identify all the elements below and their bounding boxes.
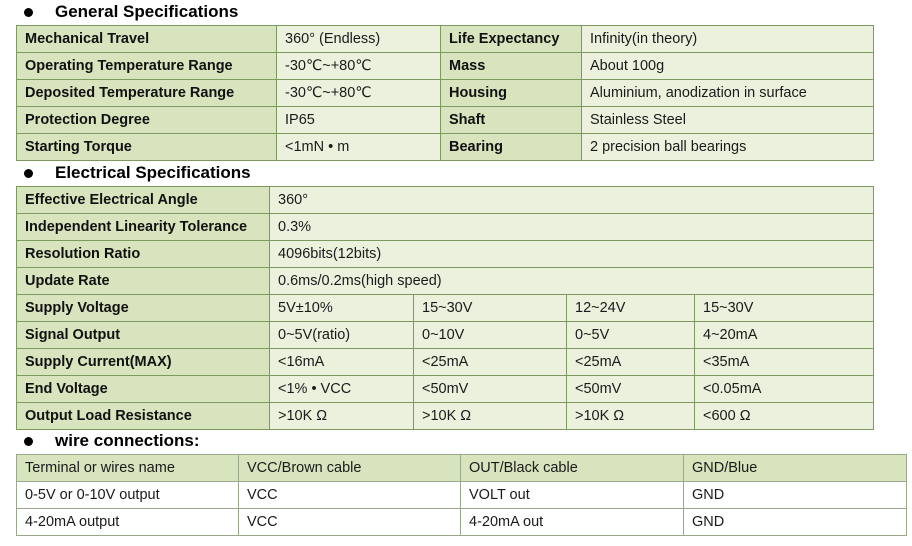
spec-label: Housing (441, 80, 582, 107)
spec-label: Starting Torque (17, 134, 277, 161)
electrical-spec-table (16, 186, 874, 430)
spec-label: Supply Current(MAX) (17, 349, 270, 376)
spec-label: Supply Voltage (17, 295, 270, 322)
spec-value: <16mA (270, 349, 414, 376)
spec-value: About 100g (582, 53, 874, 80)
spec-label: Resolution Ratio (17, 241, 270, 268)
spec-label: Protection Degree (17, 107, 277, 134)
spec-value: <1mN • m (277, 134, 441, 161)
table-row (17, 295, 874, 322)
spec-value: <600 Ω (695, 403, 874, 430)
spec-value: -30℃~+80℃ (277, 53, 441, 80)
table-cell: GND (684, 482, 907, 509)
spec-label: Update Rate (17, 268, 270, 295)
spec-label: Signal Output (17, 322, 270, 349)
table-row (17, 322, 874, 349)
spec-label: Mass (441, 53, 582, 80)
spec-value: >10K Ω (567, 403, 695, 430)
table-cell: GND (684, 509, 907, 536)
spec-value: 4~20mA (695, 322, 874, 349)
spec-value: Infinity(in theory) (582, 26, 874, 53)
spec-value: 0.6ms/0.2ms(high speed) (270, 268, 874, 295)
spec-value: 360° (270, 187, 874, 214)
spec-value: 0~5V(ratio) (270, 322, 414, 349)
spec-label: Operating Temperature Range (17, 53, 277, 80)
electrical-section-title (24, 162, 251, 184)
table-row (17, 482, 907, 509)
spec-label: Output Load Resistance (17, 403, 270, 430)
table-row (17, 509, 907, 536)
spec-value: <0.05mA (695, 376, 874, 403)
spec-label: Deposited Temperature Range (17, 80, 277, 107)
spec-value: 5V±10% (270, 295, 414, 322)
spec-label: Life Expectancy (441, 26, 582, 53)
general-spec-table (16, 25, 874, 161)
spec-value: <25mA (567, 349, 695, 376)
table-cell: VCC (239, 482, 461, 509)
spec-label: End Voltage (17, 376, 270, 403)
spec-value: >10K Ω (270, 403, 414, 430)
spec-value: 15~30V (695, 295, 874, 322)
table-row (17, 376, 874, 403)
general-title: General Specifications (55, 2, 239, 21)
spec-value: <50mV (567, 376, 695, 403)
spec-value: 4096bits(12bits) (270, 241, 874, 268)
spec-value: 0~5V (567, 322, 695, 349)
bullet-icon (24, 169, 33, 178)
bullet-icon (24, 437, 33, 446)
wires-title: wire connections: (55, 431, 200, 450)
spec-value: Aluminium, anodization in surface (582, 80, 874, 107)
table-row (17, 80, 874, 107)
spec-label: Mechanical Travel (17, 26, 277, 53)
spec-value: -30℃~+80℃ (277, 80, 441, 107)
table-row (17, 26, 874, 53)
table-row (17, 187, 874, 214)
bullet-icon (24, 8, 33, 17)
spec-value: 0~10V (414, 322, 567, 349)
column-header: GND/Blue (684, 455, 907, 482)
table-cell: 4-20mA output (17, 509, 239, 536)
wires-section-title (24, 430, 200, 452)
table-row (17, 241, 874, 268)
table-cell: 0-5V or 0-10V output (17, 482, 239, 509)
spec-value: <35mA (695, 349, 874, 376)
spec-value: IP65 (277, 107, 441, 134)
column-header: OUT/Black cable (461, 455, 684, 482)
spec-label: Bearing (441, 134, 582, 161)
wire-connections-table (16, 454, 907, 536)
table-row (17, 107, 874, 134)
spec-value: Stainless Steel (582, 107, 874, 134)
spec-label: Independent Linearity Tolerance (17, 214, 270, 241)
table-cell: 4-20mA out (461, 509, 684, 536)
spec-value: <1% • VCC (270, 376, 414, 403)
table-header-row (17, 455, 907, 482)
spec-value: >10K Ω (414, 403, 567, 430)
spec-value: 360° (Endless) (277, 26, 441, 53)
table-cell: VCC (239, 509, 461, 536)
table-row (17, 53, 874, 80)
spec-value: <50mV (414, 376, 567, 403)
electrical-title: Electrical Specifications (55, 163, 251, 182)
spec-value: 12~24V (567, 295, 695, 322)
table-cell: VOLT out (461, 482, 684, 509)
spec-value: 2 precision ball bearings (582, 134, 874, 161)
general-section-title (24, 1, 238, 23)
table-row (17, 349, 874, 376)
spec-value: <25mA (414, 349, 567, 376)
column-header: Terminal or wires name (17, 455, 239, 482)
table-row (17, 403, 874, 430)
table-row (17, 268, 874, 295)
spec-label: Shaft (441, 107, 582, 134)
spec-label: Effective Electrical Angle (17, 187, 270, 214)
table-row (17, 214, 874, 241)
spec-value: 15~30V (414, 295, 567, 322)
column-header: VCC/Brown cable (239, 455, 461, 482)
table-row (17, 134, 874, 161)
spec-value: 0.3% (270, 214, 874, 241)
